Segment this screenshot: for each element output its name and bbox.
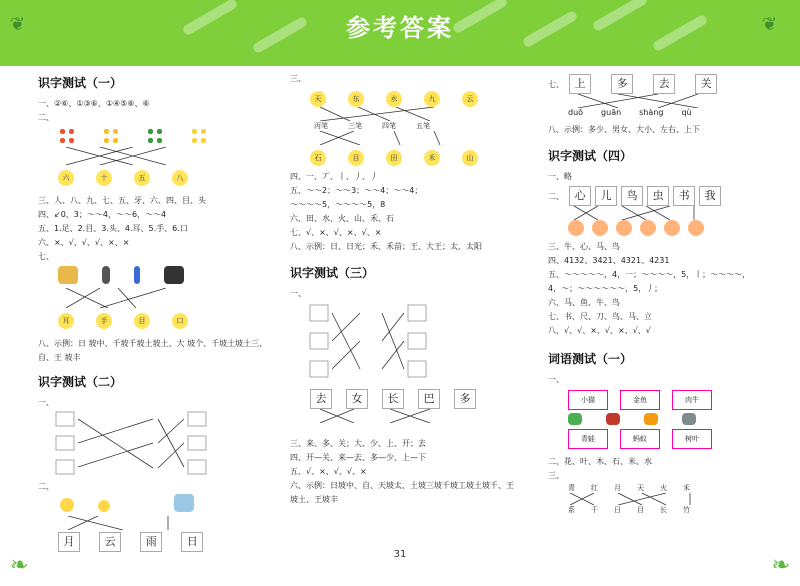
microphone-icon xyxy=(102,266,110,284)
stroke-bubble xyxy=(688,220,704,236)
answer-line: 八、√、√、×、√、×、√、√ xyxy=(548,326,651,335)
stroke-count-label: 五笔 xyxy=(416,122,430,130)
leaf-icon: ❧ xyxy=(771,553,790,578)
char-label: 长 xyxy=(660,506,667,514)
answer-bubble: 云 xyxy=(462,91,478,107)
char-label: 目 xyxy=(637,506,644,514)
answer-line: 五、1.足、2.目、3.头、4.耳、5.手、6.口 xyxy=(38,224,188,233)
pear-icon xyxy=(102,127,120,147)
frog-icon xyxy=(568,413,582,425)
pinyin-label: duō xyxy=(568,108,584,117)
answer-line: 五、〜〜2；〜〜3；〜〜4；〜〜4； xyxy=(290,186,423,195)
answer-line: 八、示例：日 坡中、千坡千坡土坡土、大 坡个、千坡土坡土三、 xyxy=(38,339,268,348)
answer-line: 二、花、叶、木、石、米、水 xyxy=(548,457,652,466)
stroke-bubble-row xyxy=(548,220,778,234)
stroke-bubble xyxy=(664,220,680,236)
answer-line: 一、②⑥、①③⑥、①④⑤⑥、⑥ xyxy=(38,99,150,108)
char-label: 禾 xyxy=(683,484,690,492)
character-box: 去 xyxy=(310,389,332,409)
answer-bubble: 石 xyxy=(310,150,326,166)
section-title: 识字测试（四） xyxy=(548,149,633,163)
character-box: 月 xyxy=(58,532,80,552)
weather-icons xyxy=(38,494,268,516)
answer-line: 二、 xyxy=(38,482,54,491)
answer-line: 六、马、鱼、牛、鸟 xyxy=(548,298,620,307)
answer-line: 四、开—关、来—去、多—少、上—下 xyxy=(290,453,426,462)
answer-line: 自、王 坡丰 xyxy=(38,353,81,362)
answer-bubble: 天 xyxy=(310,91,326,107)
word-card: 肉牛 xyxy=(672,390,712,410)
answer-bubble: 六 xyxy=(58,170,74,186)
sun-icon xyxy=(60,498,74,512)
answer-line: 六、×、√、√、√、×、× xyxy=(38,238,130,247)
answer-bubble: 耳 xyxy=(58,313,74,329)
section-title: 词语测试（一） xyxy=(548,352,633,366)
section-title: 识字测试（三） xyxy=(290,266,375,280)
character-box: 儿 xyxy=(595,186,617,206)
character-box: 虫 xyxy=(647,186,669,206)
answer-bubble: 禾 xyxy=(424,150,440,166)
match-lines xyxy=(38,288,188,308)
character-box: 雨 xyxy=(140,532,162,552)
answer-bubble: 九 xyxy=(424,91,440,107)
answer-bubble: 目 xyxy=(134,313,150,329)
match-lines xyxy=(548,94,748,108)
stroke-bubble xyxy=(640,220,656,236)
answer-bubble: 田 xyxy=(386,150,402,166)
banana-icon xyxy=(190,127,208,147)
word-card: 树叶 xyxy=(672,429,712,449)
answer-line: 一、 xyxy=(290,289,306,298)
match-lines xyxy=(548,206,748,220)
character-box: 女 xyxy=(346,389,368,409)
answer-line: 一、略 xyxy=(548,172,572,181)
middle-column xyxy=(290,72,520,507)
answer-line: 三、来、多、关；大、少、上、开；去 xyxy=(290,439,426,448)
answer-line: 三、 xyxy=(548,471,564,480)
pen-icon xyxy=(134,266,140,284)
animal-icons xyxy=(548,410,778,426)
word-card: 蚂蚁 xyxy=(620,429,660,449)
answer-bubble: 八 xyxy=(172,170,188,186)
answer-line: 坡土、王坡丰 xyxy=(290,495,338,504)
answer-line: 四、4132、3421、4321、4231 xyxy=(548,256,670,265)
char-label: 竹 xyxy=(683,506,690,514)
stroke-count-label: 三笔 xyxy=(348,122,362,130)
headphones-icon xyxy=(164,266,184,284)
answer-line: 一、 xyxy=(38,398,54,407)
cat-icon xyxy=(682,413,696,425)
answer-line: 五、√、×、√、√、× xyxy=(290,467,367,476)
char-label: 青 xyxy=(568,484,575,492)
answer-bubble: 山 xyxy=(462,150,478,166)
char-label: 日 xyxy=(614,506,621,514)
answer-bubble: 水 xyxy=(386,91,402,107)
ant-icon xyxy=(606,413,620,425)
char-label: 系 xyxy=(568,506,575,514)
answer-line: 八、示例：日、日光；禾、禾苗；王、大王；太、太阳 xyxy=(290,242,482,251)
match-lines xyxy=(38,516,218,530)
answer-line: 七、 xyxy=(548,80,564,89)
character-box: 多 xyxy=(454,389,476,409)
char-label: 月 xyxy=(614,484,621,492)
character-box: 鸟 xyxy=(621,186,643,206)
character-box: 我 xyxy=(699,186,721,206)
answer-line: 四、↙0、3；〜〜4，〜〜6，〜〜4 xyxy=(38,210,167,219)
stroke-bubble xyxy=(568,220,584,236)
answer-bubble: 五 xyxy=(134,170,150,186)
answer-bubble: 手 xyxy=(96,313,112,329)
stroke-count-label: 四笔 xyxy=(382,122,396,130)
header-banner xyxy=(0,0,800,66)
answer-bubble: 口 xyxy=(172,313,188,329)
character-box: 日 xyxy=(181,532,203,552)
answer-bubble: 东 xyxy=(348,91,364,107)
pinyin-label: guān xyxy=(601,108,622,117)
character-box: 多 xyxy=(611,74,633,94)
answer-line: 二、 xyxy=(38,113,54,122)
match-lines xyxy=(548,493,748,505)
answer-bubble: 目 xyxy=(348,150,364,166)
character-box: 上 xyxy=(569,74,591,94)
radio-icon xyxy=(58,266,78,284)
answer-line: 三、人、八、九、七、五、牙、六、四、目、头 xyxy=(38,196,206,205)
right-column xyxy=(548,72,778,515)
char-label: 天 xyxy=(637,484,644,492)
section-title: 识字测试（二） xyxy=(38,375,123,389)
stroke-match-diagram xyxy=(38,410,238,480)
answer-line: 三、牛、心、马、鸟 xyxy=(548,242,620,251)
page-number: 31 xyxy=(393,549,407,560)
answer-line: 七、书、尺、刀、鸟、马、立 xyxy=(548,312,652,321)
match-lines xyxy=(290,409,490,423)
fish-icon xyxy=(644,413,658,425)
character-box: 云 xyxy=(99,532,121,552)
word-card: 小猫 xyxy=(568,390,608,410)
answer-line: 七、 xyxy=(38,252,54,261)
character-box: 去 xyxy=(653,74,675,94)
stroke-bubble xyxy=(616,220,632,236)
pinyin-label: shàng xyxy=(639,108,664,117)
match-lines xyxy=(290,107,490,121)
corner-leaf-icon: ❦ xyxy=(762,14,778,35)
answer-line: 六、示例：日坡中、自、天坡太、土坡三坡千坡工坡土坡千、王 xyxy=(290,481,514,490)
fruit-match-diagram xyxy=(38,127,268,186)
stroke-count-label: 丙笔 xyxy=(314,122,328,130)
character-box: 书 xyxy=(673,186,695,206)
answer-line: 六、田、水、火、山、禾、石 xyxy=(290,214,394,223)
left-column xyxy=(38,72,268,552)
page-title: 参考答案 xyxy=(346,14,454,42)
section-title: 识字测试（一） xyxy=(38,76,123,90)
character-box: 巴 xyxy=(418,389,440,409)
rain-icon xyxy=(174,494,194,512)
stroke-match-diagram xyxy=(290,301,520,387)
word-card: 青蛙 xyxy=(568,429,608,449)
answer-line: 四、一、丆、丨、丿、丿 xyxy=(290,172,378,181)
character-box: 长 xyxy=(382,389,404,409)
corner-leaf-icon: ❦ xyxy=(10,14,26,35)
character-box: 关 xyxy=(695,74,717,94)
pinyin-label: qù xyxy=(681,108,692,117)
grape-icon xyxy=(146,127,164,147)
char-label: 红 xyxy=(591,484,598,492)
match-lines xyxy=(38,147,188,165)
answer-line: 八、示例：多少、男女、大小、左右、上下 xyxy=(548,125,700,134)
answer-line: 二、 xyxy=(548,192,564,201)
answer-line: 三、 xyxy=(290,74,306,83)
answer-line: 4，〜；〜〜〜〜〜〜，5，丿； xyxy=(548,284,663,293)
answer-bubble: 十 xyxy=(96,170,112,186)
stroke-bubble xyxy=(592,220,608,236)
match-lines xyxy=(290,131,490,145)
answer-line: 五、〜〜〜〜〜，4，一；〜〜〜〜，5，丨；〜〜〜〜， xyxy=(548,270,751,279)
word-card: 金鱼 xyxy=(620,390,660,410)
object-match-diagram xyxy=(38,266,268,329)
answer-line: 七、√、×、√、×、√、× xyxy=(290,228,382,237)
leaf-icon: ❧ xyxy=(10,553,29,578)
apple-icon xyxy=(58,127,76,147)
character-box: 心 xyxy=(569,186,591,206)
answer-line: 一、 xyxy=(548,375,564,384)
char-label: 火 xyxy=(660,484,667,492)
moon-icon xyxy=(98,500,110,512)
char-label: 千 xyxy=(591,506,598,514)
answer-line: 〜〜〜〜5，〜〜〜〜5，8 xyxy=(290,200,386,209)
